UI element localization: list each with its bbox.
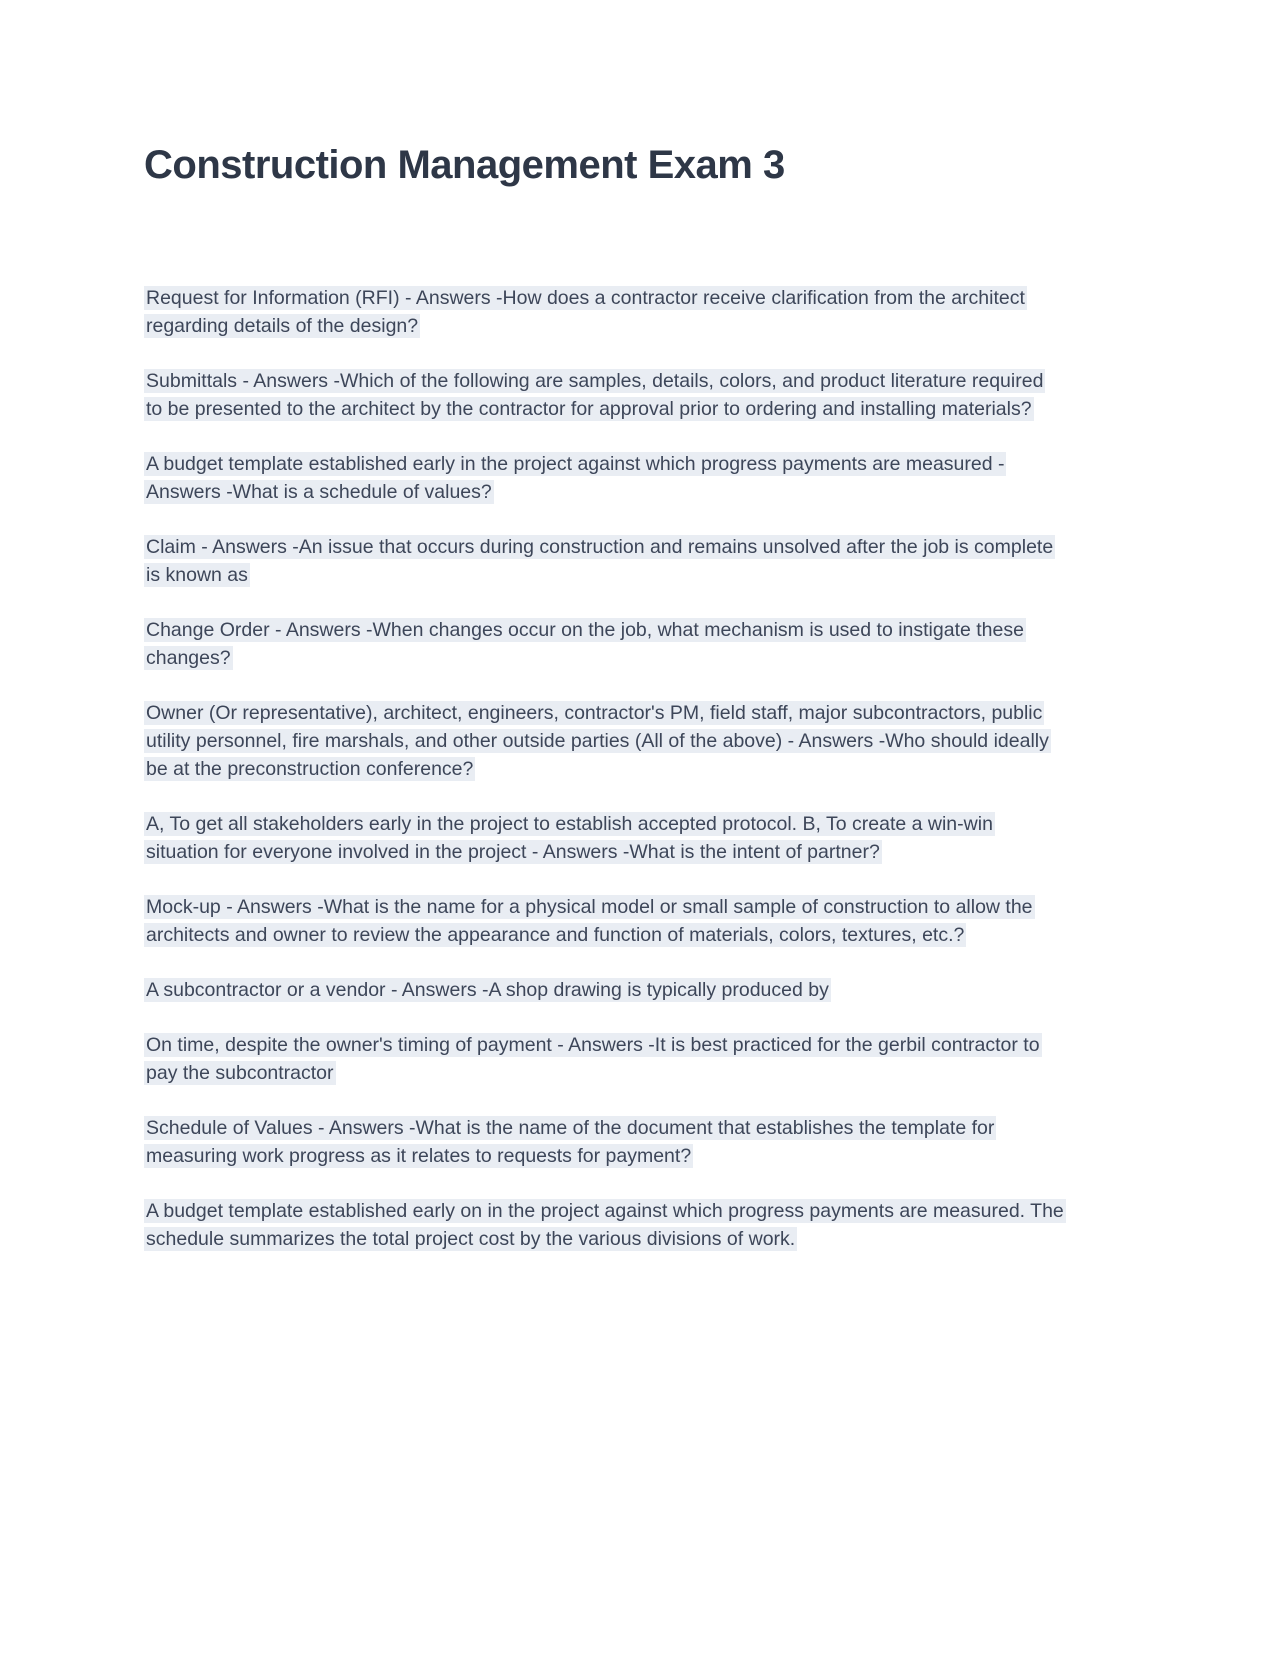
paragraph (144, 533, 1064, 589)
highlighted-text: Claim - Answers -An issue that occurs during construction and remains unsolved after the job is complete is known as (146, 536, 1054, 586)
highlighted-text: Change Order - Answers -When changes occur on the job, what mechanism is used to instigate these changes? (146, 619, 1024, 669)
paragraph (144, 976, 1064, 1004)
paragraph-list (144, 284, 1064, 1253)
highlighted-text: Submittals - Answers -Which of the following are samples, details, colors, and product literature required to be presented to the architect by the contractor for approval prior to ordering and installing materials? (146, 370, 1044, 420)
paragraph (144, 616, 1064, 672)
highlighted-text: Schedule of Values - Answers -What is the name of the document that establishes the template for measuring work progress as it relates to requests for payment? (146, 1117, 995, 1167)
paragraph (144, 893, 1064, 949)
paragraph (144, 1197, 1064, 1253)
highlighted-text: Mock-up - Answers -What is the name for a physical model or small sample of construction to allow the architects and owner to review the appearance and function of materials, colors, textures, etc.? (146, 896, 1033, 946)
highlighted-text: A budget template established early in the project against which progress payments are measured - Answers -What is a schedule of values? (146, 453, 1005, 503)
highlighted-text: Owner (Or representative), architect, engineers, contractor's PM, field staff, major subcontractors, public utility personnel, fire marshals, and other outside parties (All of the above) - Answers -Who should ideally be at the preconstruction conference? (146, 702, 1049, 780)
paragraph (144, 367, 1064, 423)
paragraph (144, 810, 1064, 866)
highlighted-text: A budget template established early on in the project against which progress payments are measured. The schedule summarizes the total project cost by the various divisions of work. (146, 1200, 1064, 1250)
highlighted-text: On time, despite the owner's timing of payment - Answers -It is best practiced for the gerbil contractor to pay the subcontractor (146, 1034, 1040, 1084)
highlighted-text: A, To get all stakeholders early in the project to establish accepted protocol. B, To create a win-win situation for everyone involved in the project - Answers -What is the intent of partner? (146, 813, 993, 863)
paragraph (144, 1031, 1064, 1087)
highlighted-text: A subcontractor or a vendor - Answers -A shop drawing is typically produced by (146, 979, 829, 1001)
paragraph (144, 284, 1064, 340)
page-title: Construction Management Exam 3 (144, 143, 785, 187)
paragraph (144, 699, 1064, 783)
paragraph (144, 1114, 1064, 1170)
paragraph (144, 450, 1064, 506)
highlighted-text: Request for Information (RFI) - Answers -How does a contractor receive clarification from the architect regarding details of the design? (146, 287, 1025, 337)
